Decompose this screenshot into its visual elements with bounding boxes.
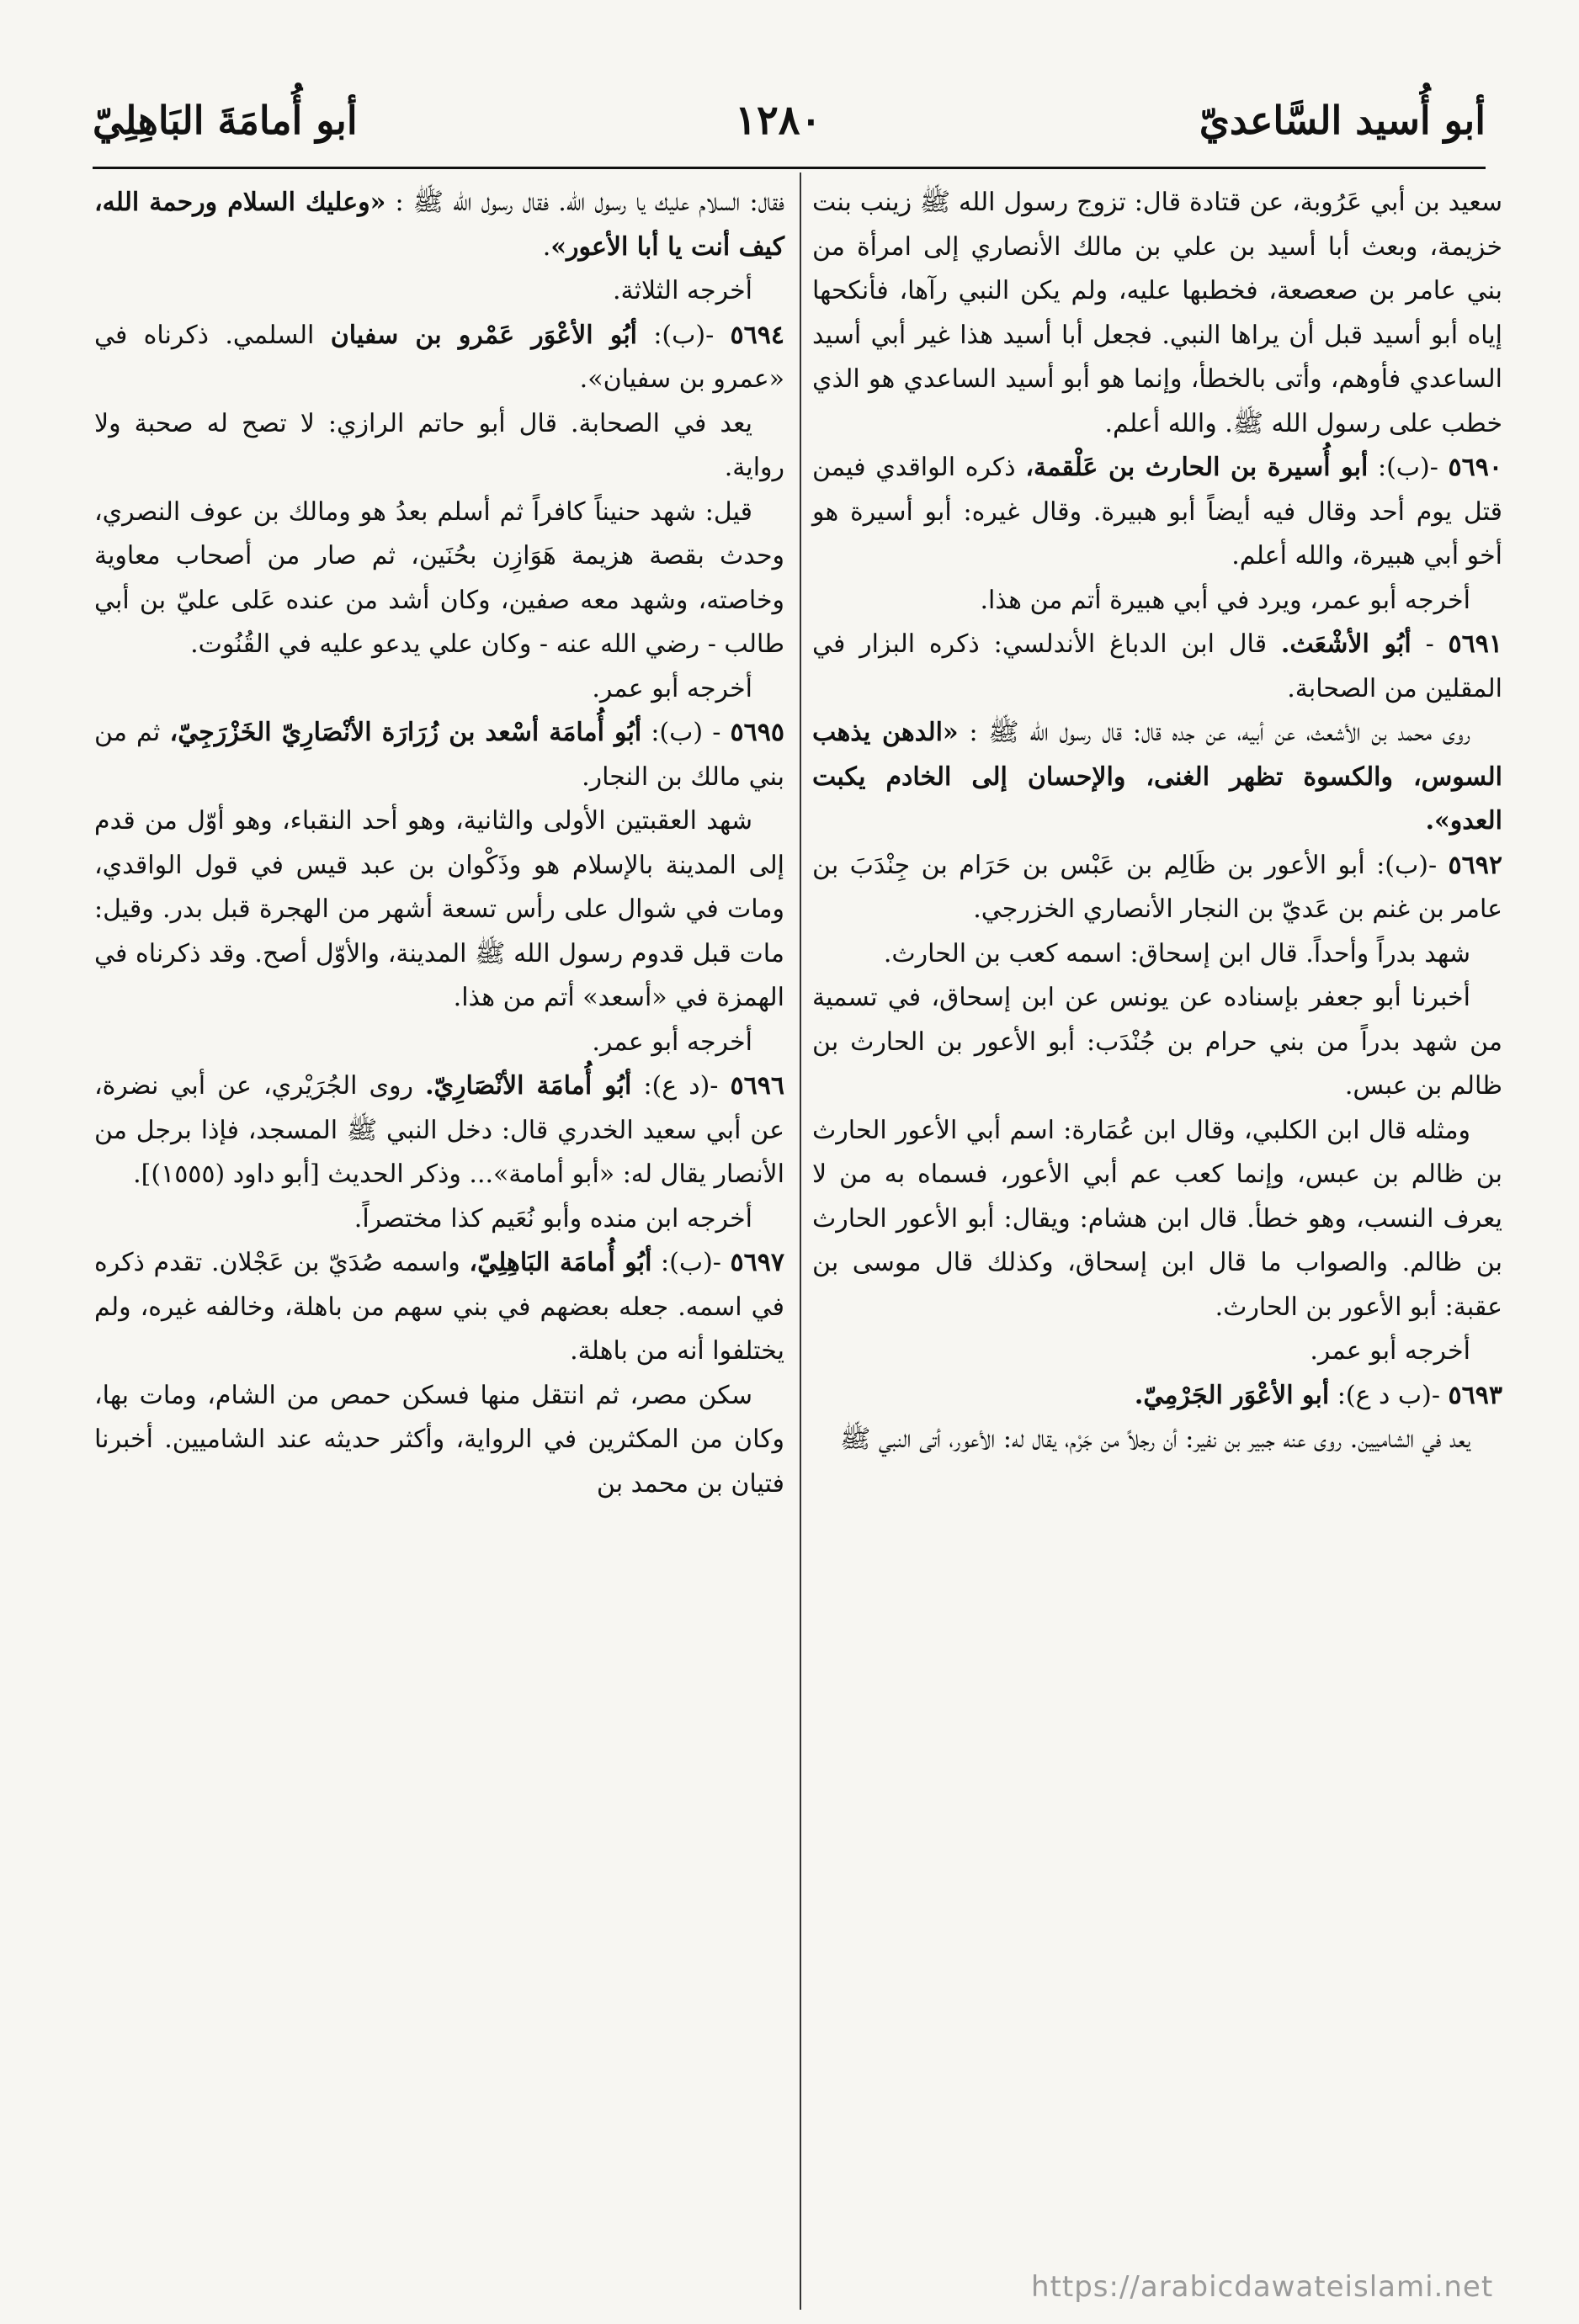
hadith-quote: «وعليك السلام ورحمة الله، كيف أنت يا أبا الأعور» — [94, 188, 784, 262]
entry-source-note: أخرجه ابن منده وأبو نُعَيم كذا مختصراً. — [354, 1203, 752, 1234]
entry-number: ٥٦٩٢ — [1448, 850, 1502, 880]
entry-5697 — [94, 1241, 784, 1374]
paragraph: شهد بدراً وأحداً. قال ابن إسحاق: اسمه كعب بن الحارث. — [883, 938, 1470, 968]
paragraph: يعد في الشاميين. روى عنه جبير بن نفير: أن رجلاً من جَرْم، يقال له: الأعور، أتى النبي ﷺ — [840, 1425, 1470, 1454]
entry-number: ٥٦٩٥ — [730, 718, 784, 747]
column-divider — [800, 172, 801, 2310]
entry-5693 — [812, 1374, 1502, 1419]
paragraph: سعيد بن أبي عَرُوبة، عن قتادة قال: تزوج رسول الله ﷺ زينب بنت خزيمة، وبعث أبا أسيد بن علي بن مالك الأنصاري إلى امرأة من بني عامر بن صعصعة، فخطبها عليه، ولم يكن النبي رآها، فأنكحها إياه أبو أسيد قبل أن يراها النبي. فجعل أبا أسيد هذا غير أبي أسيد الساعدي فأوهم، وأتى بالخطأ، وإنما هو أبو أسيد الساعدي هو الذي خطب على رسول الله ﷺ. والله أعلم. — [812, 188, 1502, 438]
entry-text: السلمي. ذكرناه في «عمرو بن سفيان». — [94, 320, 784, 394]
entry-source-code: - — [1425, 629, 1434, 659]
entry-text: روى الجُرَيْري، عن أبي نضرة، عن أبي سعيد الخدري قال: دخل النبي ﷺ المسجد، فإذا برجل من الأنصار يقال له: «أبو أمامة»... وذكر الحديث [أبو داود (١٥٥٥)]. — [94, 1071, 784, 1189]
entry-5690 — [812, 446, 1502, 579]
right-column — [812, 181, 1502, 1462]
entry-name: أبو الأعْوَر الجَرْمِيّ. — [1134, 1380, 1330, 1410]
entry-number: ٥٦٩٣ — [1448, 1380, 1502, 1410]
paragraph: ومثله قال ابن الكلبي، وقال ابن عُمَارة: اسم أبي الأعور الحارث بن ظالم بن عبس، وإنما كعب عم أبي الأعور، فسماه به من لا يعرف النسب، وهو خطأ. قال ابن هشام: ويقال: أبو الأعور الحارث بن ظالم. والصواب ما قال ابن إسحاق، وكذلك قال موسى بن عقبة: أبو الأعور بن الحارث. — [812, 1115, 1502, 1322]
hadith-paragraph — [812, 711, 1502, 844]
header-right-title: أبو أُسيد السَّاعديّ — [1199, 97, 1486, 143]
entry-source-code: -(ب د ع): — [1337, 1380, 1440, 1410]
entry-text: ذكره الواقدي فيمن قتل يوم أحد وقال فيه أيضاً أبو هبيرة. وقال غيره: أبو أسيرة هو أخو أبي هبيرة، والله أعلم. — [812, 453, 1502, 570]
entry-name: أبو أُسيرة بن الحارث بن عَلْقمة، — [1025, 453, 1369, 482]
page-number: ١٢٨٠ — [735, 96, 822, 144]
paragraph: شهد العقبتين الأولى والثانية، وهو أحد النقباء، وهو أوّل من قدم إلى المدينة بالإسلام هو وذَكْوان بن عبد قيس في قول الواقدي، ومات في شوال على رأس تسعة أشهر من الهجرة قبل بدر. وقيل: مات قبل قدوم رسول الله ﷺ المدينة، والأوّل أصح. وقد ذكرناه في الهمزة في «أسعد» أتم من هذا. — [94, 806, 784, 1012]
entry-text: قال ابن الدباغ الأندلسي: ذكره البزار في المقلين من الصحابة. — [812, 629, 1502, 703]
header-rule — [93, 167, 1486, 169]
entry-source-note: أخرجه الثلاثة. — [613, 276, 752, 305]
entry-5692 — [812, 844, 1502, 932]
entry-name: أبُو الأشْعَث. — [1280, 629, 1412, 659]
header-left-title: أبو أُمامَةَ البَاهِلِيّ — [93, 97, 358, 143]
running-header — [93, 80, 1486, 160]
entry-number: ٥٦٩٦ — [730, 1071, 784, 1101]
entry-5694 — [94, 314, 784, 402]
paragraph: قيل: شهد حنيناً كافراً ثم أسلم بعدُ هو ومالك بن عوف النصري، وحدث بقصة هزيمة هَوَازِن بحُنَين، ثم صار من أصحاب معاوية وخاصته، وشهد معه صفين، وكان أشد من عنده عَلى عليّ بن أبي طالب - رضي الله عنه - وكان علي يدعو عليه في القُنُوت. — [94, 496, 784, 659]
entry-name: أبُو أُمامَة الأنْصَارِيّ. — [425, 1071, 632, 1101]
entry-5696 — [94, 1064, 784, 1197]
entry-name: أبُو الأعْوَر عَمْرو بن سفيان — [330, 320, 638, 350]
hadith-intro: روى محمد بن الأشعث، عن أبيه، عن جده قال: قال رسول الله ﷺ : — [969, 718, 1470, 747]
entry-source-note: أخرجه أبو عمر، ويرد في أبي هبيرة أتم من هذا. — [980, 585, 1470, 615]
entry-source-code: -(ب): — [661, 1248, 721, 1277]
entry-5695 — [94, 711, 784, 799]
paragraph: سكن مصر، ثم انتقل منها فسكن حمص من الشام، ومات بها، وكان من المكثرين في الرواية، وأكثر حديثه عند الشاميين. أخبرنا فتيان بن محمد بن — [94, 1380, 784, 1499]
entry-source-note: أخرجه أبو عمر. — [1310, 1336, 1470, 1366]
entry-source-code: -(ب): — [653, 320, 715, 350]
left-column — [94, 181, 784, 1506]
entry-text: ثم من بني مالك بن النجار. — [94, 718, 784, 792]
paragraph: أخبرنا أبو جعفر بإسناده عن يونس عن ابن إسحاق، في تسمية من شهد بدراً من بني حرام بن جُنْدَب: أبو الأعور بن الحارث بن ظالم بن عبس. — [812, 983, 1502, 1101]
website-watermark: https://arabicdawateislami.net — [1031, 2270, 1494, 2304]
entry-text: أبو الأعور بن ظَالِم بن عَبْس بن حَرَام بن جِنْدَبَ بن عامر بن غنم بن عَديّ بن النجار الأنصاري الخزرجي. — [812, 850, 1502, 924]
paragraph: يعد في الصحابة. قال أبو حاتم الرازي: لا تصح له صحبة ولا رواية. — [94, 408, 784, 482]
entry-source-note: أخرجه أبو عمر. — [592, 673, 752, 703]
entry-name: أبُو أُمامَة البَاهِلِيّ، — [469, 1248, 652, 1277]
entry-number: ٥٦٩٠ — [1448, 453, 1502, 482]
entry-5691 — [812, 623, 1502, 711]
entry-name: أبُو أُمامَة أسْعد بن زُرَارَة الأنْصَارِيّ الخَزْرَجِيّ، — [169, 718, 642, 747]
entry-number: ٥٦٩٤ — [730, 320, 784, 350]
punctuation: . — [542, 231, 551, 262]
hadith-quote: «الدهن يذهب السوس، والكسوة تظهر الغنى، والإحسان إلى الخادم يكبت العدو». — [812, 718, 1502, 836]
entry-number: ٥٦٩٧ — [730, 1248, 784, 1277]
entry-number: ٥٦٩١ — [1448, 629, 1502, 659]
hadith-intro: فقال: السلام عليك يا رسول الله. فقال رسول الله ﷺ : — [395, 188, 784, 217]
entry-source-code: - (ب): — [651, 718, 721, 747]
entry-source-code: -(ب): — [1376, 850, 1438, 880]
entry-source-code: -(د ع): — [643, 1071, 719, 1101]
entry-text: واسمه صُدَيّ بن عَجْلان. تقدم ذكره في اسمه. جعله بعضهم في بني سهم من باهلة، وخالفه غيره، ولم يختلفوا أنه من باهلة. — [94, 1248, 784, 1366]
entry-source-code: -(ب): — [1377, 453, 1438, 482]
hadith-paragraph — [94, 181, 784, 269]
entry-source-note: أخرجه أبو عمر. — [592, 1027, 752, 1057]
